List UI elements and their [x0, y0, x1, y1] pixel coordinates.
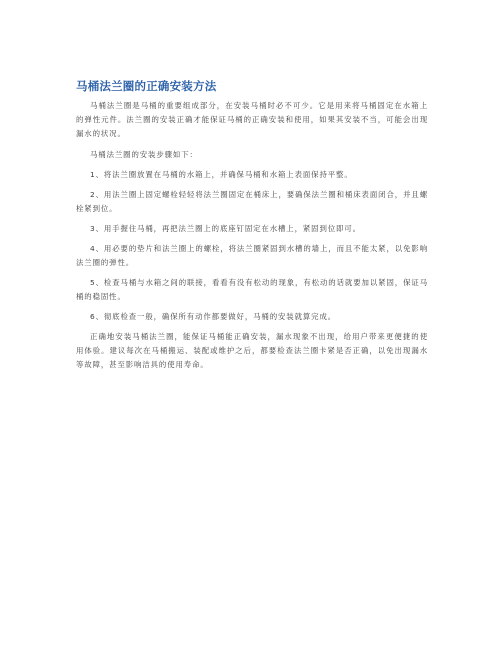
step-4: 4、用必要的垫片和法兰圈上的螺栓，将法兰圈紧固到水槽的墙上，而且不能太紧，以免影响法兰圈的弹性。 [76, 244, 428, 267]
steps-heading: 马桶法兰圈的安装步骤如下： [90, 150, 198, 159]
step-6: 6、彻底检查一般，确保所有动作都要做好，马桶的安装就算完成。 [90, 312, 337, 321]
step-2: 2、用法兰圈上固定螺栓轻轻将法兰圈固定在桶床上，要确保法兰圈和桶床表面闭合，并且螺栓紧到位。 [76, 190, 428, 213]
step-5: 5、检查马桶与水箱之间的联接，看看有没有松动的现象，有松动的话就要加以紧固，保证马桶的稳固性。 [76, 278, 428, 301]
document-body [76, 79, 428, 378]
intro-paragraph: 马桶法兰圈是马桶的重要组成部分，在安装马桶时必不可少。它是用来将马桶固定在水箱上的弹性元件。法兰圈的安装正确才能保证马桶的正确安装和使用，如果其安装不当，可能会出现漏水的状况。 [76, 101, 428, 138]
document-title: 马桶法兰圈的正确安装方法 [76, 79, 217, 93]
step-3: 3、用手握住马桶，再把法兰圈上的底座钉固定在水槽上，紧固到位即可。 [90, 224, 361, 233]
step-1: 1、将法兰圈放置在马桶的水箱上，并确保马桶和水箱上表面保持平整。 [90, 170, 353, 179]
conclusion-paragraph: 正确地安装马桶法兰圈，能保证马桶能正确安装，漏水现象不出现，给用户带来更便捷的使用体验。建议每次在马桶搬运、装配或维护之后，都要检查法兰圈卡紧是否正确，以免出现漏水等故障，甚至影响洁具的使用寿命。 [76, 332, 428, 369]
